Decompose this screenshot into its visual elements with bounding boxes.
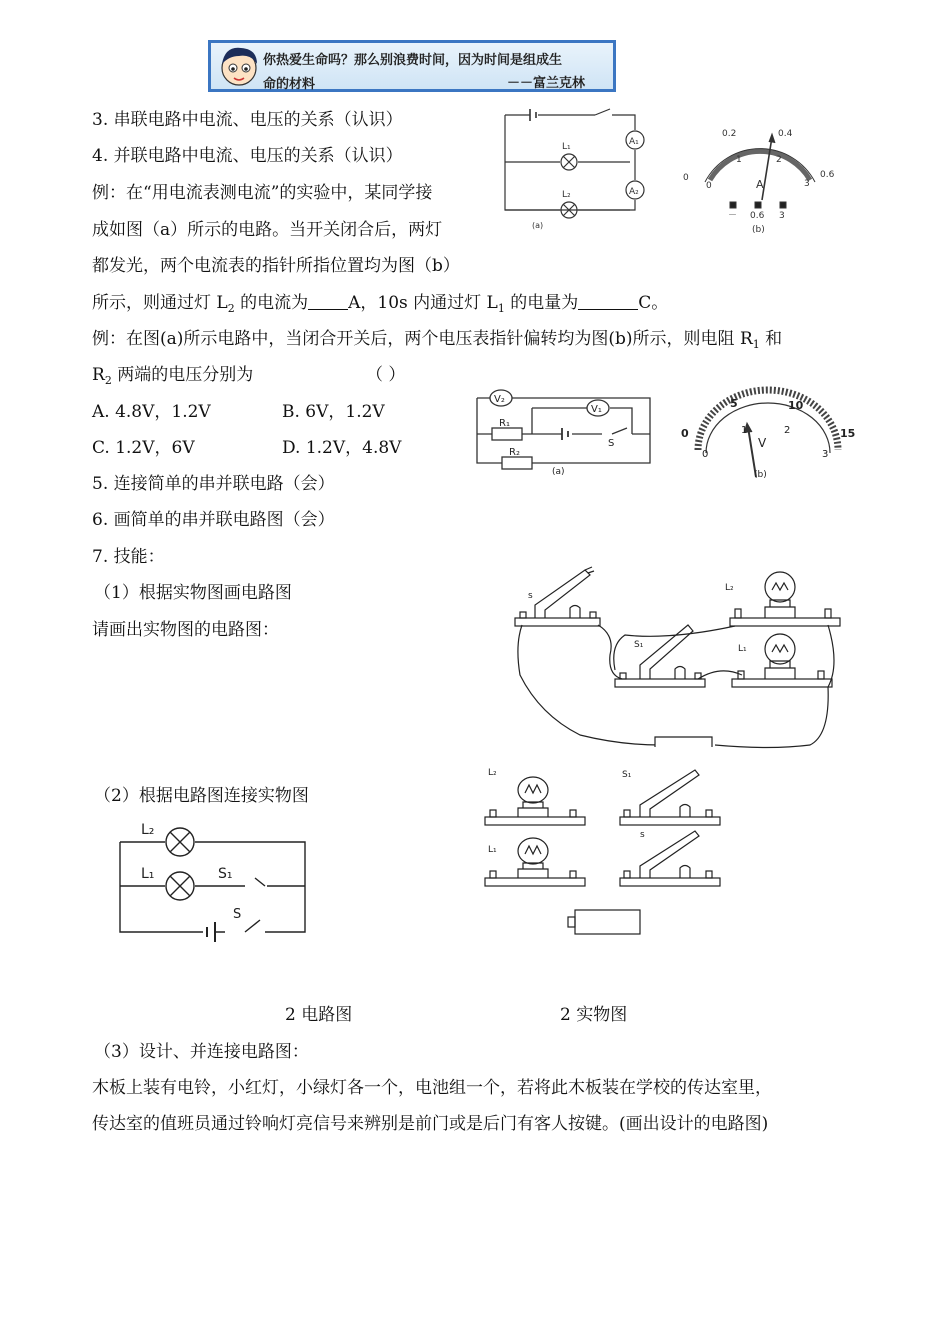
dial-top-tick: 0 xyxy=(683,173,689,183)
terminal-label: 3 xyxy=(779,211,785,221)
switch-s-label: S xyxy=(608,438,615,449)
resistor-r2-label: R₂ xyxy=(509,447,520,458)
skill-3-text1: 木板上装有电铃，小红灯，小绿灯各一个，电池组一个，若将此木板装在学校的传达室里， xyxy=(92,1078,772,1098)
answer-paren: （ ） xyxy=(366,365,406,385)
option-c: C. 1.2V，6V xyxy=(92,438,195,458)
figure1b-ammeter-dial xyxy=(680,122,850,237)
example1-line2: 成如图（a）所示的电路。当开关闭合后，两灯 xyxy=(92,220,443,240)
example1-line3: 都发光，两个电流表的指针所指位置均为图（b） xyxy=(92,256,460,276)
dial-bottom-tick: 3 xyxy=(822,449,829,460)
skill-2-title: （2）根据电路图连接实物图 xyxy=(94,786,309,806)
dial-bottom-tick: 0 xyxy=(702,449,709,460)
item-5: 5. 连接简单的串并联电路（会） xyxy=(92,474,335,494)
dial-bottom-tick: 1 xyxy=(741,425,748,436)
terminal-label: 0.6 xyxy=(750,211,765,221)
example1-line4: 所示，则通过灯 $L_2$ 的电流为 A，10s 内通过灯 $L_1$ 的电量为 C。 xyxy=(92,293,669,315)
example1-line1: 例：在“用电流表测电流”的实验中，某同学接 xyxy=(92,183,433,203)
lamp-l2-label: L₂ xyxy=(488,768,497,778)
figure4-circuit-diagram xyxy=(115,820,315,945)
figure5-physical-components xyxy=(480,765,750,945)
switch-s-label: s xyxy=(528,591,533,601)
figure3-physical-circuit xyxy=(510,565,850,750)
figure2a-circuit xyxy=(472,386,657,476)
dial-bottom-tick: 1 xyxy=(736,155,742,165)
banner-line2: 命的材料 xyxy=(263,77,316,92)
lamp-l1-label: L₁ xyxy=(738,644,747,654)
item-3: 3. 串联电路中电流、电压的关系（认识） xyxy=(92,110,403,130)
switch-s1-label: S₁ xyxy=(634,640,644,650)
figure2b-voltmeter-dial xyxy=(678,395,858,480)
dial-bottom-tick: 0 xyxy=(706,181,712,191)
figure1a-caption: (a) xyxy=(532,221,544,230)
option-b: B. 6V，1.2V xyxy=(282,402,385,422)
dial-bottom-tick: 2 xyxy=(784,425,791,436)
example2-line2: $R_2$ 两端的电压分别为 xyxy=(92,365,254,387)
voltmeter-v1-label: V₁ xyxy=(591,404,602,415)
dial-bottom-tick: 3 xyxy=(804,179,810,189)
item-7: 7. 技能： xyxy=(92,547,165,567)
item-6: 6. 画简单的串并联电路图（会） xyxy=(92,510,335,530)
skill-3-title: （3）设计、并连接电路图： xyxy=(94,1042,309,1062)
banner-author: －－富兰克林 xyxy=(507,76,586,91)
caption-circuit-diagram: 2 电路图 xyxy=(285,1005,353,1025)
skill-1-instruction: 请画出实物图的电路图： xyxy=(92,620,279,640)
dial-top-tick: 15 xyxy=(840,427,856,440)
resistor-r1-label: R₁ xyxy=(499,418,510,429)
figure1a-circuit xyxy=(500,105,650,230)
cartoon-boy-icon xyxy=(215,44,265,90)
motto-banner xyxy=(208,40,616,92)
voltmeter-v2-label: V₂ xyxy=(494,394,505,405)
switch-s1-label: S₁ xyxy=(622,770,632,780)
option-d: D. 1.2V，4.8V xyxy=(282,438,402,458)
switch-s-label: S xyxy=(233,907,242,922)
terminal-label: － xyxy=(728,211,738,221)
switch-s-label: s xyxy=(640,830,645,840)
lamp-l2-label: L₂ xyxy=(141,822,155,838)
option-a: A. 4.8V，1.2V xyxy=(92,402,211,422)
lamp-l1-label: L₁ xyxy=(141,866,155,882)
lamp-l1-label: L₁ xyxy=(488,845,497,855)
switch-s1-label: S₁ xyxy=(218,866,233,882)
dial-top-tick: 0.6 xyxy=(820,170,835,180)
dial-top-tick: 0.4 xyxy=(778,129,793,139)
lamp-l2-label: L₂ xyxy=(725,583,734,593)
ammeter-a2-label: A₂ xyxy=(629,187,639,197)
dial-top-tick: 5 xyxy=(730,397,738,410)
item-4: 4. 并联电路中电流、电压的关系（认识） xyxy=(92,146,403,166)
skill-1-title: （1）根据实物图画电路图 xyxy=(94,583,292,603)
dial-top-tick: 0.2 xyxy=(722,129,737,139)
answer-blank-current[interactable] xyxy=(308,293,348,310)
lamp-l1-label: L₁ xyxy=(562,142,571,152)
dial-top-tick: 10 xyxy=(788,399,804,412)
example2-line1: 例：在图(a)所示电路中，当闭合开关后，两个电压表指针偏转均为图(b)所示，则电阻 $R_1$ 和 xyxy=(92,329,783,351)
ammeter-a1-label: A₁ xyxy=(629,137,639,147)
answer-blank-charge[interactable] xyxy=(578,293,638,310)
figure2b-caption: (b) xyxy=(754,470,767,480)
caption-physical-diagram: 2 实物图 xyxy=(560,1005,628,1025)
figure2a-caption: (a) xyxy=(552,467,565,477)
figure1b-caption: (b) xyxy=(752,225,765,235)
banner-line1: 你热爱生命吗？那么别浪费时间，因为时间是组成生 xyxy=(263,53,563,68)
skill-3-text2: 传达室的值班员通过铃响灯亮信号来辨别是前门或是后门有客人按键。(画出设计的电路图) xyxy=(92,1114,769,1134)
lamp-l2-label: L₂ xyxy=(562,190,571,200)
dial-unit: V xyxy=(758,436,767,450)
dial-unit: A xyxy=(756,178,764,191)
dial-bottom-tick: 2 xyxy=(776,155,782,165)
dial-top-tick: 0 xyxy=(681,427,689,440)
